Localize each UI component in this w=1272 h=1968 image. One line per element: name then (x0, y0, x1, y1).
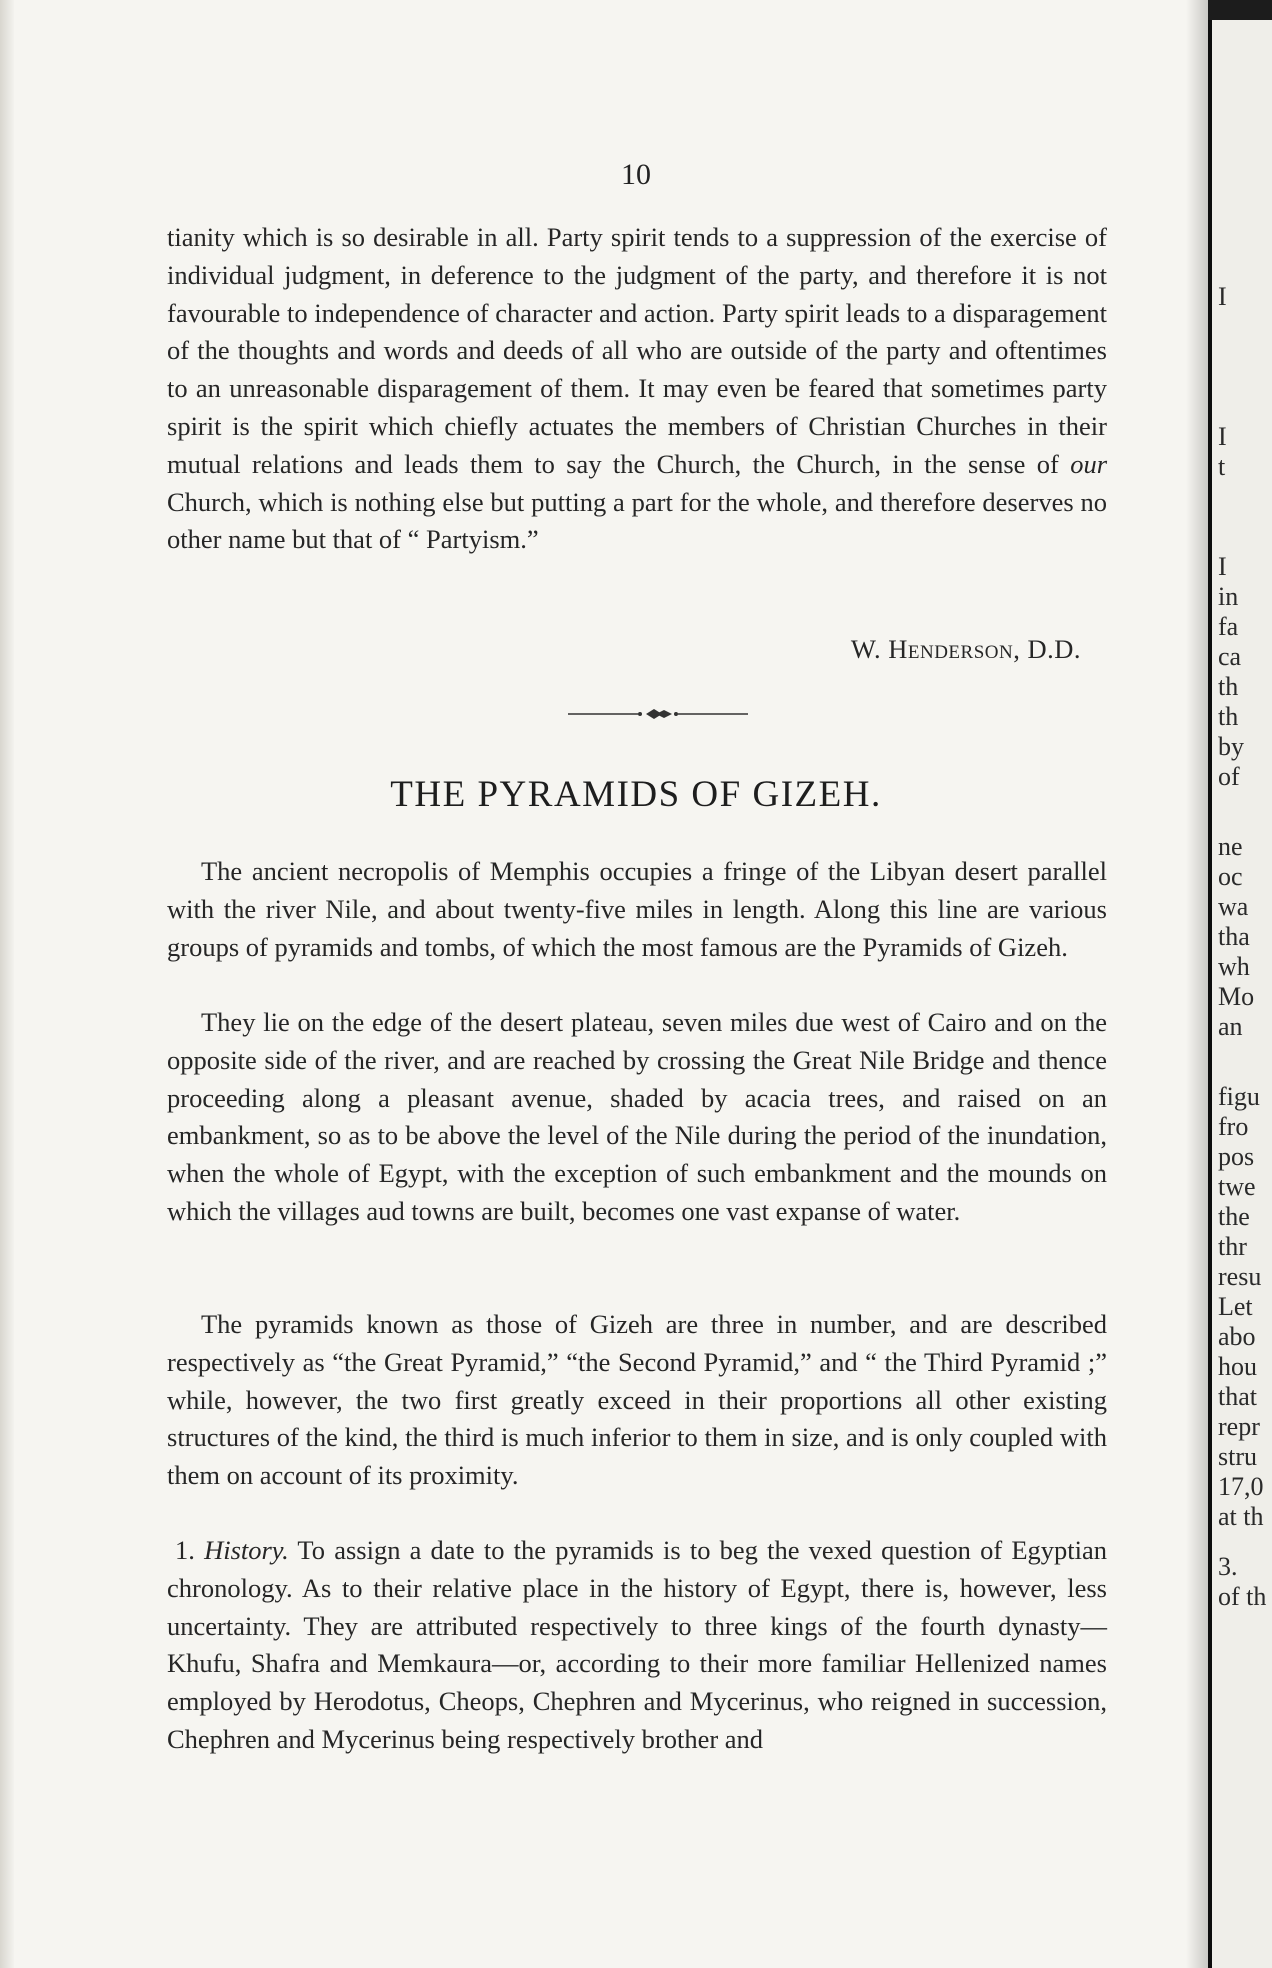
facing-page-edge (1208, 20, 1272, 1968)
emphasis-our: our (1070, 448, 1108, 479)
facing-fragment: figu (1218, 1082, 1260, 1111)
page-gutter (0, 0, 14, 1968)
history-text: To assign a date to the pyramids is to beg the vexed question of Egyptian chronology. As to their relative place in the history of Egypt, there is, however, less uncertainty. They are attributed respectively to three kings of the fourth dynasty—Khufu, Shafra and Memkaura—or, according to their more familiar Hellenized names employed by Herodotus, Cheops, Chephren and Mycerinus, who reigned in succession, Chephren and Mycerinus being respectively brother and (167, 1535, 1108, 1754)
facing-fragment: in (1218, 582, 1239, 611)
facing-fragment: fa (1218, 612, 1239, 641)
facing-fragment: thr (1218, 1232, 1247, 1261)
facing-fragment: th (1218, 672, 1239, 701)
article-title: THE PYRAMIDS OF GIZEH. (390, 774, 882, 815)
history-number: 1. (175, 1535, 195, 1565)
facing-fragment: hou (1218, 1352, 1257, 1381)
continuation-paragraph (167, 219, 1107, 559)
facing-fragment: fro (1218, 1112, 1249, 1141)
facing-fragment: repr (1218, 1412, 1260, 1441)
continuation-text: tianity which is so desirable in all. Party spirit tends to a suppression of the exercise of individual judgment, in deference to the judgment of the party, and therefore it is not favourable to independence of character and action. Party spirit leads to a disparagement of the thoughts and words and deeds of all who are outside of the party and oftentimes to an unreasonable disparagement of them. It may even be feared that sometimes party spirit is the spirit which chiefly actuates the members of Christian Churches in their mutual relations and leads them to say the Church, the Church, in the sense of (167, 222, 1107, 479)
author-signature: W. Henderson, D.D. (850, 634, 1081, 664)
facing-fragment: of th (1218, 1582, 1267, 1611)
facing-fragment: an (1218, 1012, 1243, 1041)
facing-fragment: ca (1218, 642, 1242, 671)
facing-fragment: the (1218, 1202, 1250, 1231)
facing-fragment: wa (1218, 892, 1249, 921)
facing-fragment: wh (1218, 952, 1250, 981)
facing-fragment: tha (1218, 922, 1250, 951)
page-edge-shadow (1186, 0, 1208, 1968)
facing-fragment: t (1218, 452, 1226, 481)
facing-fragment: ne (1218, 832, 1243, 861)
continuation-tail: Church, which is nothing else but putting a part for the whole, and therefore deserves no other name but that of “ Partyism.” (167, 486, 1107, 555)
facing-fragment: pos (1218, 1142, 1255, 1171)
facing-fragment: stru (1218, 1442, 1257, 1471)
paragraph-necropolis: The ancient necropolis of Memphis occupies a fringe of the Libyan desert parallel with the river Nile, and about twenty-five miles in length. Along this line are various groups of pyramids and tombs, of which the most famous are the Pyramids of Gizeh. (167, 856, 1107, 962)
facing-fragment: of (1218, 762, 1240, 791)
page-number: 10 (621, 158, 651, 191)
facing-fragment: 3. (1218, 1552, 1238, 1581)
facing-fragment: th (1218, 702, 1239, 731)
facing-fragment: I (1218, 422, 1227, 451)
facing-fragment: Let (1218, 1292, 1253, 1321)
facing-fragment: twe (1218, 1172, 1256, 1201)
history-heading: History. (204, 1535, 289, 1565)
facing-fragment: abo (1218, 1322, 1256, 1351)
paragraph-history (167, 1532, 1107, 1759)
facing-fragment: by (1218, 732, 1244, 761)
facing-fragment: 17,0 (1218, 1472, 1264, 1501)
facing-fragment: I (1218, 552, 1227, 581)
facing-fragment: oc (1218, 862, 1243, 891)
section-divider-ornament (568, 706, 748, 722)
paragraph-three-pyramids: The pyramids known as those of Gizeh are three in number, and are described respectively as “the Great Pyramid,” “the Second Pyramid,” and “ the Third Pyramid ;” while, however, the two first greatly exceed in their proportions all other existing structures of the kind, the third is much inferior to them in size, and is only coupled with them on account of its proximity. (167, 1309, 1107, 1491)
facing-fragment: resu (1218, 1262, 1262, 1291)
facing-fragment: at th (1218, 1502, 1264, 1531)
facing-fragment: I (1218, 282, 1227, 311)
paragraph-location: They lie on the edge of the desert plateau, seven miles due west of Cairo and on the opposite side of the river, and are reached by crossing the Great Nile Bridge and thence proceeding along a pleasant avenue, shaded by acacia trees, and raised on an embankment, so as to be above the level of the Nile during the period of the inundation, when the whole of Egypt, with the exception of such embankment and the mounds on which the villages aud towns are built, becomes one vast expanse of water. (167, 1007, 1107, 1226)
facing-fragment: that (1218, 1382, 1257, 1411)
facing-fragment: Mo (1218, 982, 1255, 1011)
